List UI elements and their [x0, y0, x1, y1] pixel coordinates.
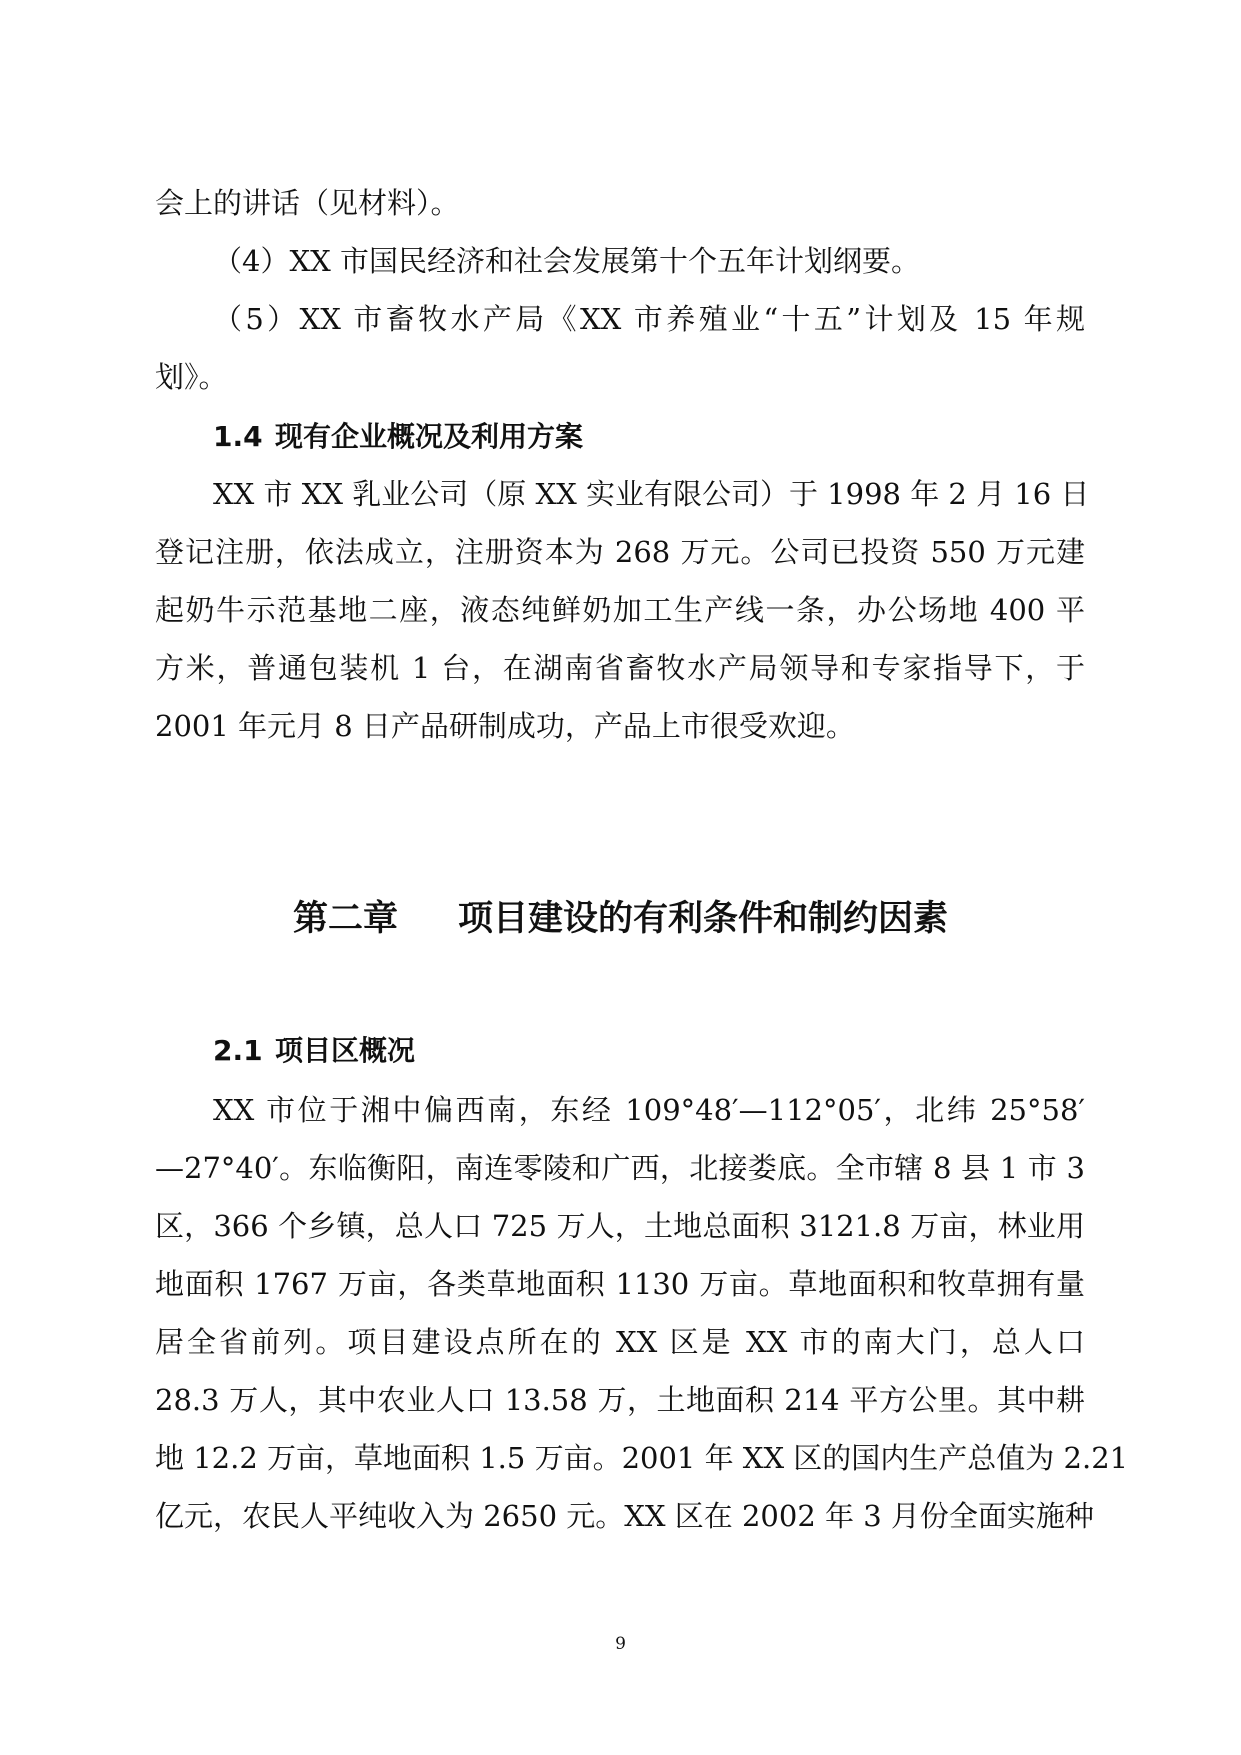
section-number: 2.1 [213, 1034, 263, 1067]
chapter-title: 项目建设的有利条件和制约因素 [458, 899, 949, 939]
section-heading-1-4 [213, 417, 583, 457]
paragraph-line: 2001 年元月 8 日产品研制成功，产品上市很受欢迎。 [155, 709, 855, 743]
paragraph-line: 会上的讲话（见材料）。 [155, 186, 460, 220]
paragraph-line: 28.3 万人，其中农业人口 13.58 万，土地面积 214 平方公里。其中耕 [155, 1383, 1085, 1417]
reference-item-5-line-2: 划》。 [155, 360, 228, 394]
reference-item-4: （4）XX 市国民经济和社会发展第十个五年计划纲要。 [213, 244, 920, 278]
paragraph-line: 区，366 个乡镇，总人口 725 万人，土地总面积 3121.8 万亩，林业用 [155, 1209, 1085, 1243]
paragraph-line: XX 市位于湘中偏西南，东经 109°48′—112°05′，北纬 25°58′ [213, 1093, 1085, 1127]
section-heading-2-1 [213, 1031, 415, 1071]
reference-item-5-line-1: （5）XX 市畜牧水产局《XX 市养殖业“十五”计划及 15 年规 [213, 302, 1085, 336]
page-number: 9 [615, 1634, 626, 1654]
paragraph-line: 方米，普通包装机 1 台，在湖南省畜牧水产局领导和专家指导下，于 [155, 651, 1085, 685]
paragraph-line: 地面积 1767 万亩，各类草地面积 1130 万亩。草地面积和牧草拥有量 [155, 1267, 1085, 1301]
section-number: 1.4 [213, 420, 263, 453]
paragraph-line: XX 市 XX 乳业公司（原 XX 实业有限公司）于 1998 年 2 月 16 日 [213, 477, 1090, 511]
chapter-label: 第二章 [292, 899, 398, 939]
paragraph-line: 亿元，农民人平纯收入为 2650 元。XX 区在 2002 年 3 月份全面实施种 [155, 1499, 1094, 1533]
paragraph-line: 地 12.2 万亩，草地面积 1.5 万亩。2001 年 XX 区的国内生产总值为 2.21 [155, 1441, 1129, 1475]
paragraph-line: 居全省前列。项目建设点所在的 XX 区是 XX 市的南大门，总人口 [155, 1325, 1085, 1359]
paragraph-line: 起奶牛示范基地二座，液态纯鲜奶加工生产线一条，办公场地 400 平 [155, 593, 1085, 627]
section-title: 现有企业概况及利用方案 [275, 420, 584, 453]
paragraph-line: 登记注册，依法成立，注册资本为 268 万元。公司已投资 550 万元建 [155, 535, 1085, 569]
paragraph-line: —27°40′。东临衡阳，南连零陵和广西，北接娄底。全市辖 8 县 1 市 3 [155, 1151, 1085, 1185]
section-title: 项目区概况 [275, 1034, 416, 1067]
chapter-heading [0, 894, 1241, 944]
